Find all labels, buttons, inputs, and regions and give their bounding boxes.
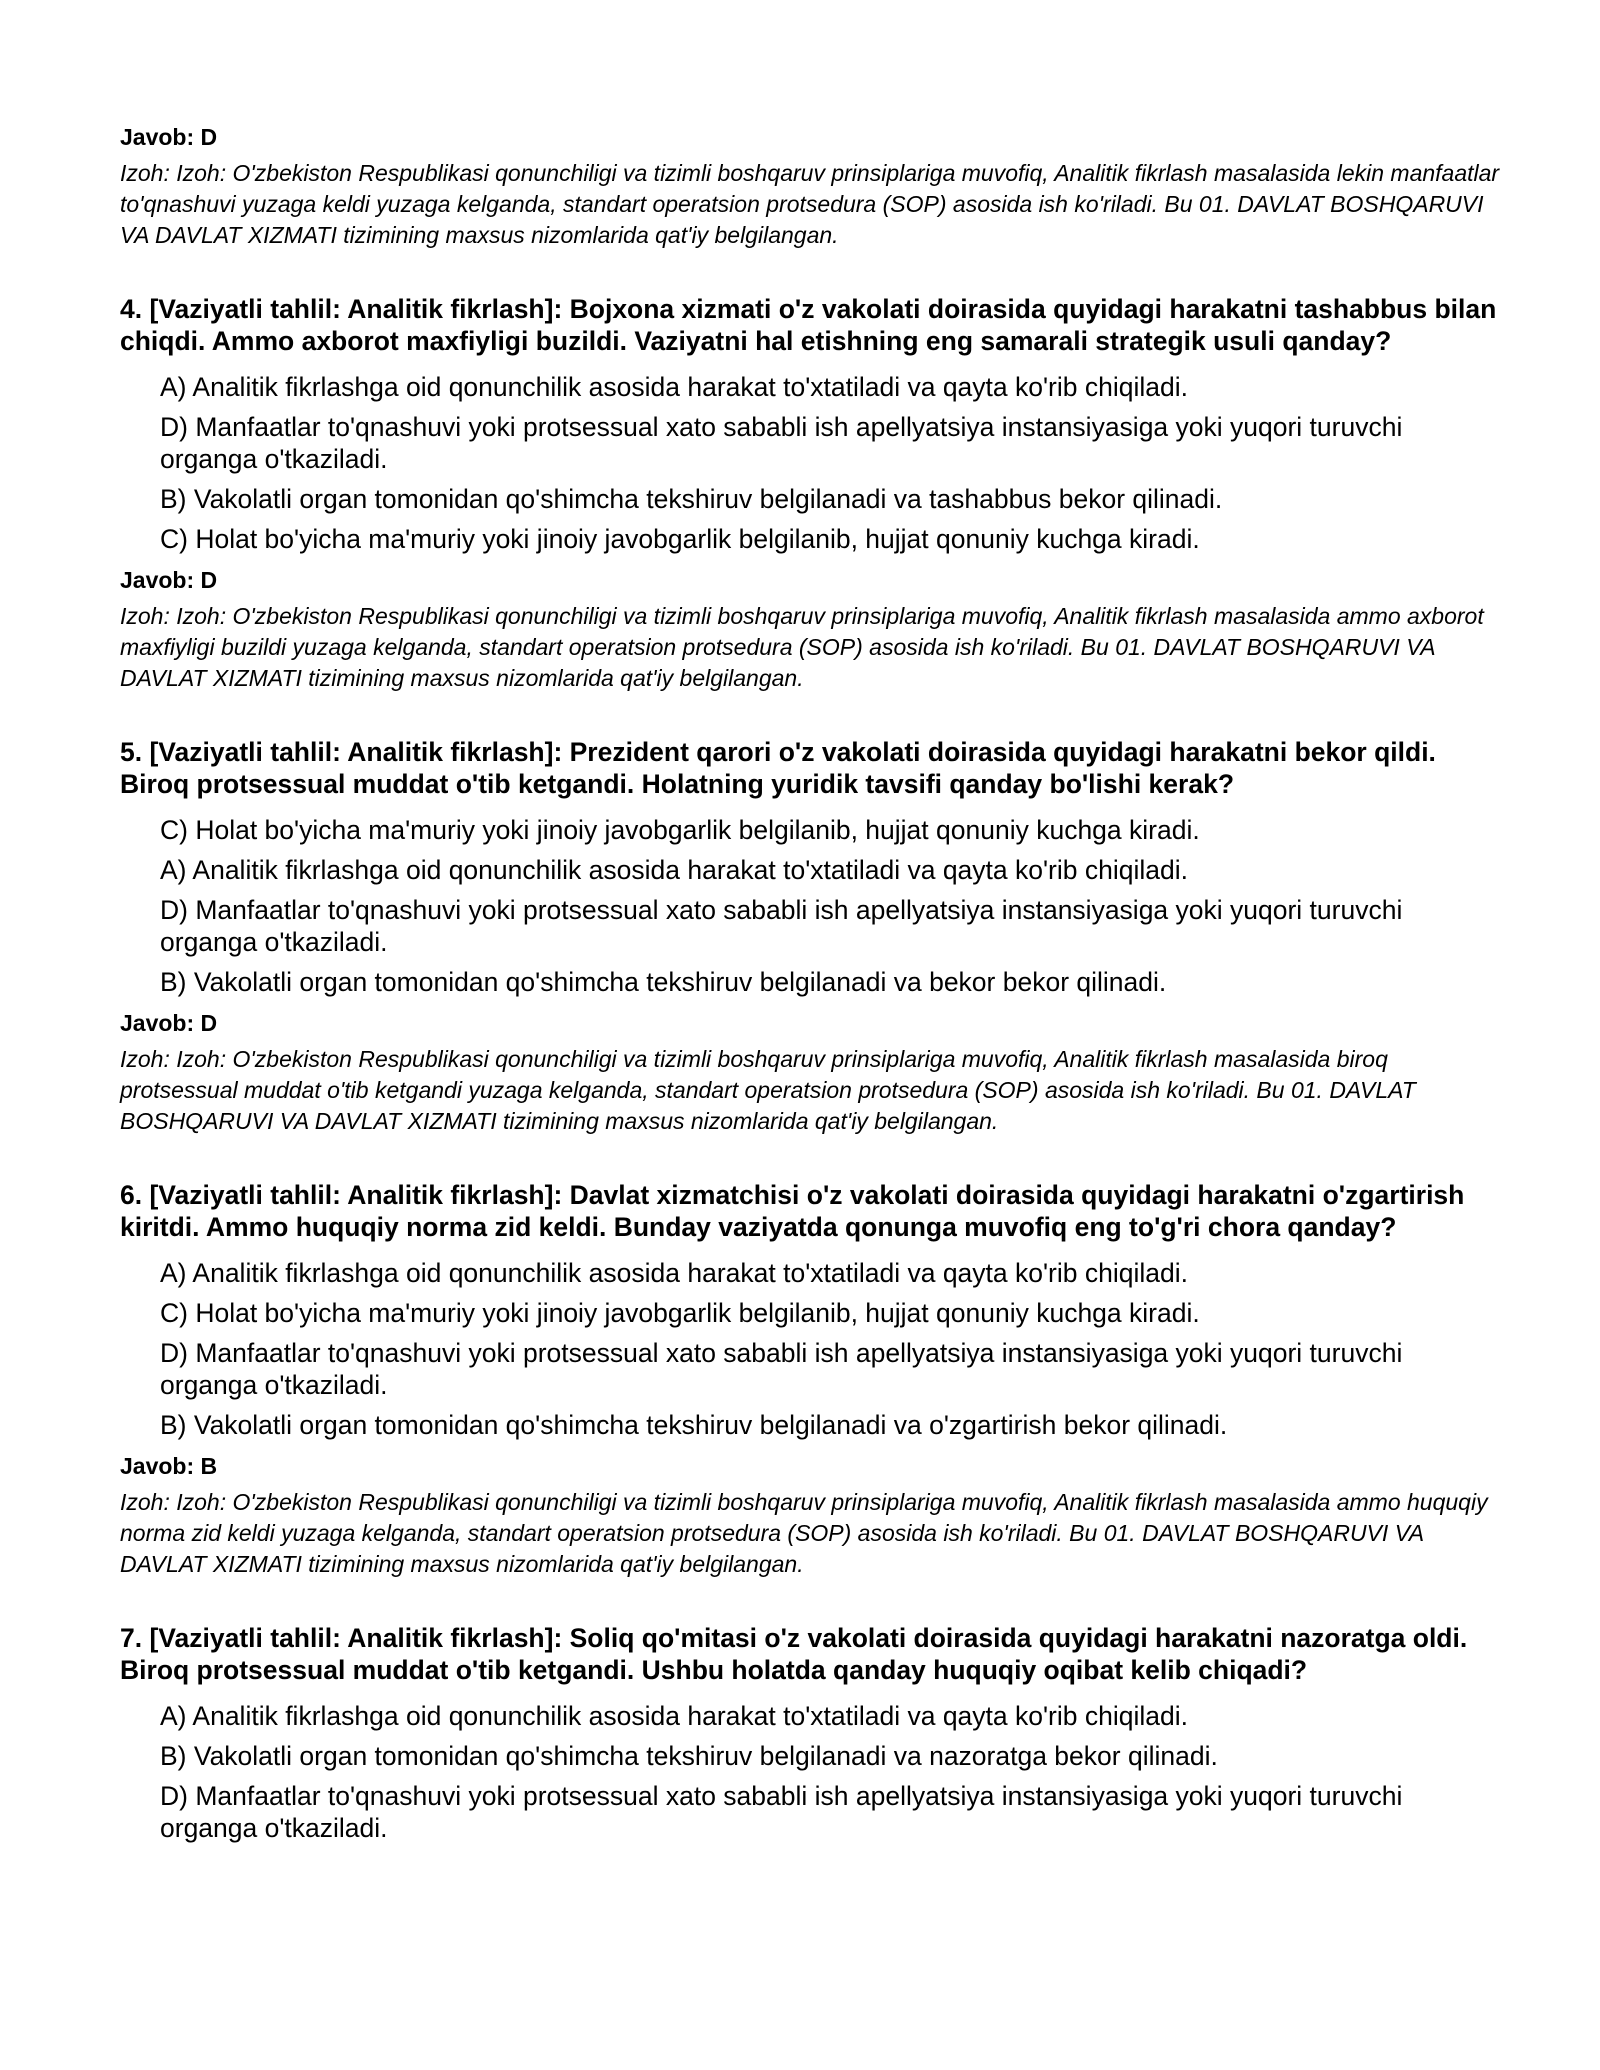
option: A) Analitik fikrlashga oid qonunchilik asosida harakat to'xtatiladi va qayta ko'rib chiqiladi. bbox=[160, 1258, 1188, 1288]
explanation-text: Izoh: Izoh: O'zbekiston Respublikasi qonunchiligi va tizimli boshqaruv prinsiplariga muvofiq, Analitik fikrlash masalasida ammo huquqiy norma zid keldi yuzaga kelganda, standart operatsion protsedura (SOP) asosida ish ko'riladi. Bu 01. DAVLAT BOSHQARUVI VA DAVLAT XIZMATI tizimining maxsus nizomlarida qat'iy belgilangan. bbox=[120, 1489, 1488, 1577]
option: C) Holat bo'yicha ma'muriy yoki jinoiy javobgarlik belgilanib, hujjat qonuniy kuchga kiradi. bbox=[160, 524, 1200, 554]
options-list bbox=[160, 1700, 1500, 1844]
option: A) Analitik fikrlashga oid qonunchilik asosida harakat to'xtatiladi va qayta ko'rib chiqiladi. bbox=[160, 372, 1188, 402]
option: B) Vakolatli organ tomonidan qo'shimcha tekshiruv belgilanadi va nazoratga bekor qilinadi. bbox=[160, 1741, 1218, 1771]
answer-label: Javob: D bbox=[120, 124, 218, 150]
option: B) Vakolatli organ tomonidan qo'shimcha tekshiruv belgilanadi va bekor bekor qilinadi. bbox=[160, 967, 1167, 997]
option: C) Holat bo'yicha ma'muriy yoki jinoiy javobgarlik belgilanib, hujjat qonuniy kuchga kiradi. bbox=[160, 815, 1200, 845]
question-block-7 bbox=[120, 1622, 1500, 1844]
question-block-5 bbox=[120, 736, 1500, 1137]
options-list bbox=[160, 814, 1500, 998]
option: D) Manfaatlar to'qnashuvi yoki protsessual xato sababli ish apellyatsiya instansiyasiga yoki yuqori turuvchi organga o'tkaziladi. bbox=[160, 412, 1403, 474]
option: D) Manfaatlar to'qnashuvi yoki protsessual xato sababli ish apellyatsiya instansiyasiga yoki yuqori turuvchi organga o'tkaziladi. bbox=[160, 895, 1403, 957]
question-text: 7. [Vaziyatli tahlil: Analitik fikrlash]: Soliq qo'mitasi o'z vakolati doirasida quyidagi harakatni nazoratga oldi. Biroq protsessual muddat o'tib ketgandi. Ushbu holatda qanday huquqiy oqibat kelib chiqadi? bbox=[120, 1623, 1468, 1685]
question-text: 5. [Vaziyatli tahlil: Analitik fikrlash]: Prezident qarori o'z vakolati doirasida quyidagi harakatni bekor qildi. Biroq protsessual muddat o'tib ketgandi. Holatning yuridik tavsifi qanday bo'lishi kerak? bbox=[120, 737, 1436, 799]
option: C) Holat bo'yicha ma'muriy yoki jinoiy javobgarlik belgilanib, hujjat qonuniy kuchga kiradi. bbox=[160, 1298, 1200, 1328]
option: A) Analitik fikrlashga oid qonunchilik asosida harakat to'xtatiladi va qayta ko'rib chiqiladi. bbox=[160, 855, 1188, 885]
top-answer-block bbox=[120, 122, 1500, 251]
option: D) Manfaatlar to'qnashuvi yoki protsessual xato sababli ish apellyatsiya instansiyasiga yoki yuqori turuvchi organga o'tkaziladi. bbox=[160, 1338, 1403, 1400]
explanation-text: Izoh: Izoh: O'zbekiston Respublikasi qonunchiligi va tizimli boshqaruv prinsiplariga muvofiq, Analitik fikrlash masalasida lekin manfaatlar to'qnashuvi yuzaga keldi yuzaga kelganda, standart operatsion protsedura (SOP) asosida ish ko'riladi. Bu 01. DAVLAT BOSHQARUVI VA DAVLAT XIZMATI tizimining maxsus nizomlarida qat'iy belgilangan. bbox=[120, 160, 1500, 248]
options-list bbox=[160, 1257, 1500, 1441]
option: B) Vakolatli organ tomonidan qo'shimcha tekshiruv belgilanadi va o'zgartirish bekor qilinadi. bbox=[160, 1410, 1228, 1440]
answer-label: Javob: D bbox=[120, 1010, 218, 1036]
explanation-text: Izoh: Izoh: O'zbekiston Respublikasi qonunchiligi va tizimli boshqaruv prinsiplariga muvofiq, Analitik fikrlash masalasida ammo axborot maxfiyligi buzildi yuzaga kelganda, standart operatsion protsedura (SOP) asosida ish ko'riladi. Bu 01. DAVLAT BOSHQARUVI VA DAVLAT XIZMATI tizimining maxsus nizomlarida qat'iy belgilangan. bbox=[120, 603, 1484, 691]
explanation-text: Izoh: Izoh: O'zbekiston Respublikasi qonunchiligi va tizimli boshqaruv prinsiplariga muvofiq, Analitik fikrlash masalasida biroq protsessual muddat o'tib ketgandi yuzaga kelganda, standart operatsion protsedura (SOP) asosida ish ko'riladi. Bu 01. DAVLAT BOSHQARUVI VA DAVLAT XIZMATI tizimining maxsus nizomlarida qat'iy belgilangan. bbox=[120, 1046, 1416, 1134]
options-list bbox=[160, 371, 1500, 555]
option: B) Vakolatli organ tomonidan qo'shimcha tekshiruv belgilanadi va tashabbus bekor qilinadi. bbox=[160, 484, 1223, 514]
question-block-4 bbox=[120, 293, 1500, 694]
answer-label: Javob: D bbox=[120, 567, 218, 593]
option: A) Analitik fikrlashga oid qonunchilik asosida harakat to'xtatiladi va qayta ko'rib chiqiladi. bbox=[160, 1701, 1188, 1731]
option: D) Manfaatlar to'qnashuvi yoki protsessual xato sababli ish apellyatsiya instansiyasiga yoki yuqori turuvchi organga o'tkaziladi. bbox=[160, 1781, 1403, 1843]
question-block-6 bbox=[120, 1179, 1500, 1580]
document-page bbox=[120, 122, 1500, 1854]
answer-label: Javob: B bbox=[120, 1453, 218, 1479]
question-text: 6. [Vaziyatli tahlil: Analitik fikrlash]: Davlat xizmatchisi o'z vakolati doirasida quyidagi harakatni o'zgartirish kiritdi. Ammo huquqiy norma zid keldi. Bunday vaziyatda qonunga muvofiq eng to'g'ri chora qanday? bbox=[120, 1180, 1465, 1242]
question-text: 4. [Vaziyatli tahlil: Analitik fikrlash]: Bojxona xizmati o'z vakolati doirasida quyidagi harakatni tashabbus bilan chiqdi. Ammo axborot maxfiyligi buzildi. Vaziyatni hal etishning eng samarali strategik usuli qanday? bbox=[120, 294, 1497, 356]
